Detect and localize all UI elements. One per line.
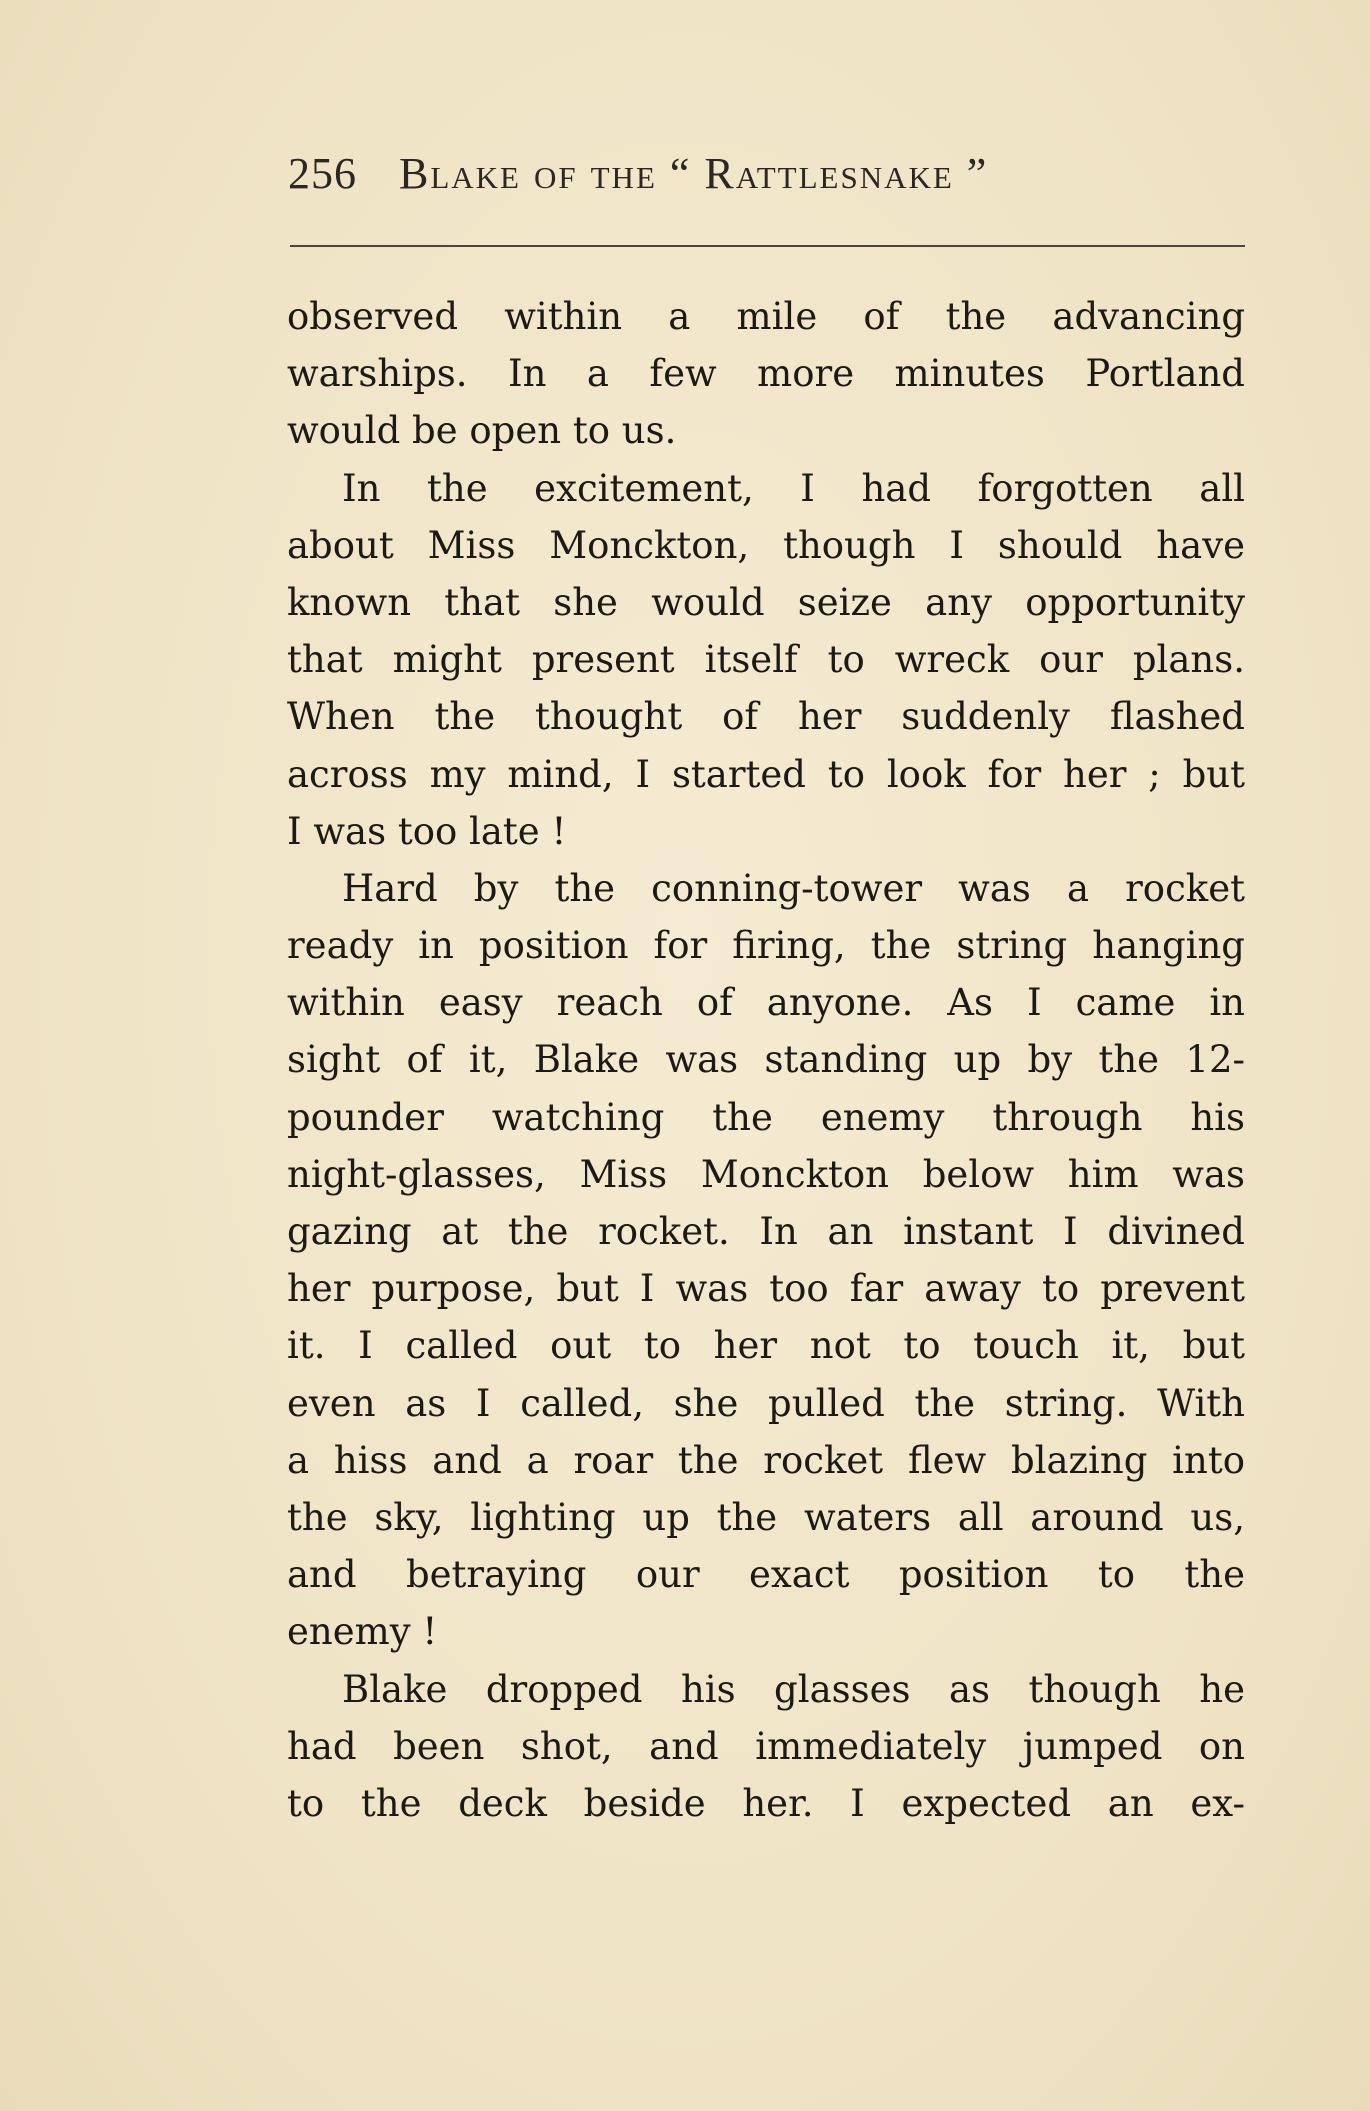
text-line: I was too late ! xyxy=(287,809,567,853)
text-line: In the excitement, I had forgotten all xyxy=(342,466,1245,510)
text-line: pounder watching the enemy through his xyxy=(287,1095,1245,1139)
text-line: had been shot, and immediately jumped on xyxy=(287,1724,1245,1768)
text-line: to the deck beside her. I expected an ex- xyxy=(287,1781,1245,1825)
text-line: even as I called, she pulled the string. With xyxy=(287,1381,1245,1425)
text-line: Hard by the conning-tower was a rocket xyxy=(342,866,1245,910)
text-line: When the thought of her suddenly flashed xyxy=(287,695,1245,739)
text-line: night-glasses, Miss Monckton below him was xyxy=(287,1152,1245,1196)
text-line: the sky, lighting up the waters all around us, xyxy=(287,1495,1245,1539)
text-line: enemy ! xyxy=(287,1610,438,1654)
text-line: about Miss Monckton, though I should have xyxy=(287,523,1245,567)
text-line: observed within a mile of the advancing xyxy=(287,295,1245,338)
text-line: ready in position for firing, the string hanging xyxy=(287,924,1245,968)
text-line: known that she would seize any opportunity xyxy=(287,580,1245,624)
text-line: within easy reach of anyone. As I came in xyxy=(287,981,1245,1025)
header-rule xyxy=(290,245,1245,247)
text-line: would be open to us. xyxy=(287,409,677,453)
text-line: and betraying our exact position to the xyxy=(287,1553,1245,1597)
text-line: warships. In a few more minutes Portland xyxy=(287,352,1245,396)
text-line: her purpose, but I was too far away to prevent xyxy=(287,1267,1245,1311)
text-line: across my mind, I started to look for her ; but xyxy=(287,752,1245,796)
running-head xyxy=(288,148,1248,208)
text-line: Blake dropped his glasses as though he xyxy=(342,1667,1245,1711)
text-line: gazing at the rocket. In an instant I divined xyxy=(287,1210,1245,1253)
text-line: that might present itself to wreck our plans. xyxy=(287,638,1245,682)
running-title: Blake of the “ Rattlesnake ” xyxy=(399,149,989,198)
text-line: it. I called out to her not to touch it, but xyxy=(287,1324,1245,1368)
page-number: 256 xyxy=(288,149,357,198)
text-line: a hiss and a roar the rocket flew blazing into xyxy=(287,1438,1245,1482)
text-line: sight of it, Blake was standing up by the 12- xyxy=(287,1038,1245,1082)
body-text xyxy=(287,288,1245,1832)
